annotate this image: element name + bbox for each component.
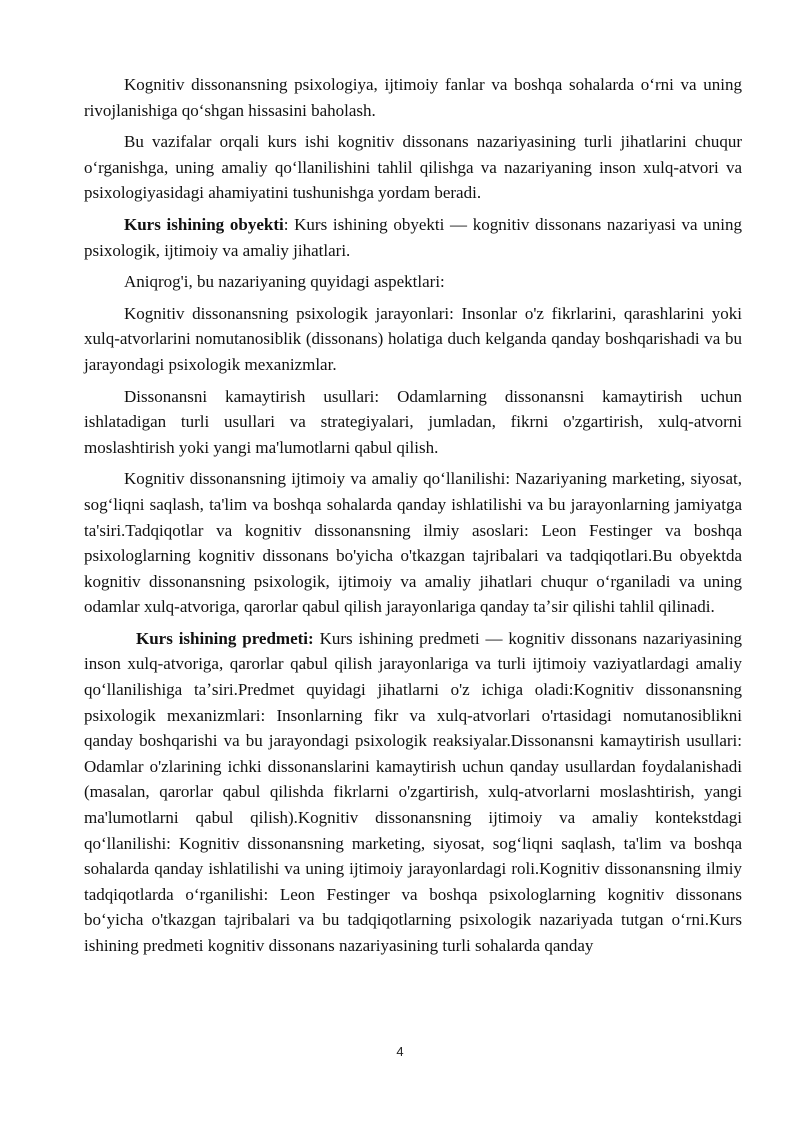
paragraph-2-text: Bu vazifalar orqali kurs ishi kognitiv dissonans nazariyasining turli jihatlarini chuqur oʻrganishga, uning amaliy qoʻllanilishini tahlil qilishga va nazariyaning inson xulq-atvori va psixologiyasidagi ahamiyatini tushunishga yordam beradi.: [84, 132, 742, 203]
paragraph-5: [84, 301, 742, 378]
obyekti-text: : Kurs ishining obyekti — kognitiv dissonans nazariyasi va uning psixologik, ijtimoiy va amaliy jihatlari.: [84, 214, 742, 260]
paragraph-7: [84, 466, 742, 620]
paragraph-4-text: Aniqrog'i, bu nazariyaning quyidagi aspektlari:: [124, 272, 445, 292]
predmeti-text: Kurs ishining predmeti — kognitiv dissonans nazariyasining inson xulq-atvoriga, qarorlar qabul qilish jarayonlariga va turli ijtimoiy vaziyatlardagi amaliy qoʻllanilishiga taʼsiri.Predmet quyidagi jihatlarni o'z ichiga oladi:Kognitiv dissonansning psixologik mexanizmlari: Insonlarning fikr va xulq-atvorlari o'rtasidagi nomutanosiblikni qanday boshqarishi va bu jarayondagi psixologik reaksiyalar.Dissonansni kamaytirish usullari: Odamlar o'zlarining ichki dissonanslarini kamaytirish uchun qanday usullardan foydalanishadi (masalan, qarorlar qabul qilishda fikrlarni o'zgartirish, xulq-atvorlarni moslashtirish, yangi ma'lumotlarni qabul qilish).Kognitiv dissonansning ijtimoiy va amaliy kontekstdagi qoʻllanilishi: Kognitiv dissonansning marketing, siyosat, sogʻliqni saqlash, ta'lim va boshqa sohalarda qanday ishlatilishi va uning ijtimoiy jarayonlardagi roli.Kognitiv dissonansning ilmiy tadqiqotlarda oʻrganilishi: Leon Festinger va boshqa psixologlarning kognitiv dissonans boʻyicha o'tkazgan tajribalari va bu tadqiqotlarning psixologik nazariyada tutgan oʻrni.Kurs ishining predmeti kognitiv dissonans nazariyasining turli sohalarda qanday: [84, 628, 742, 955]
paragraph-1: [84, 72, 742, 123]
predmeti-heading: Kurs ishining predmeti:: [136, 628, 314, 648]
page-body: [84, 72, 742, 965]
paragraph-predmeti: [84, 626, 742, 959]
paragraph-7-text: Kognitiv dissonansning ijtimoiy va amaliy qoʻllanilishi: Nazariyaning marketing, siyosat, sogʻliqni saqlash, ta'lim va boshqa sohalarda qanday ishlatilishi va bu jarayonlarning jamiyatga ta'siri.Tadqiqotlar va kognitiv dissonansning ilmiy asoslari: Leon Festinger va boshqa psixologlarning kognitiv dissonans bo'yicha o'tkazgan tajribalari va tadqiqotlari.Bu obyektda kognitiv dissonansning psixologik, ijtimoiy va amaliy jihatlari chuqur oʻrganiladi va uning odamlar xulq-atvoriga, qarorlar qabul qilish jarayonlariga qanday taʼsir qilishi tahlil qilinadi.: [84, 469, 742, 617]
paragraph-5-text: Kognitiv dissonansning psixologik jarayonlari: Insonlar o'z fikrlarini, qarashlarini yoki xulq-atvorlarini nomutanosiblik (dissonans) holatiga duch kelganda qanday boshqarishadi va bu jarayondagi psixologik mexanizmlar.: [84, 303, 742, 374]
paragraph-obyekti: [84, 212, 742, 263]
paragraph-6-text: Dissonansni kamaytirish usullari: Odamlarning dissonansni kamaytirish uchun ishlatadigan turli usullari va strategiyalari, jumladan, fikrni o'zgartirish, xulq-atvorni moslashtirish yoki yangi ma'lumotlarni qabul qilish.: [84, 386, 742, 457]
paragraph-2: [84, 129, 742, 206]
obyekti-heading: Kurs ishining obyekti: [124, 214, 284, 234]
paragraph-1-text: Kognitiv dissonansning psixologiya, ijtimoiy fanlar va boshqa sohalarda oʻrni va uning rivojlanishiga qoʻshgan hissasini baholash.: [84, 75, 742, 120]
paragraph-6: [84, 384, 742, 461]
page-number: 4: [396, 1044, 404, 1059]
paragraph-4: [84, 269, 742, 295]
